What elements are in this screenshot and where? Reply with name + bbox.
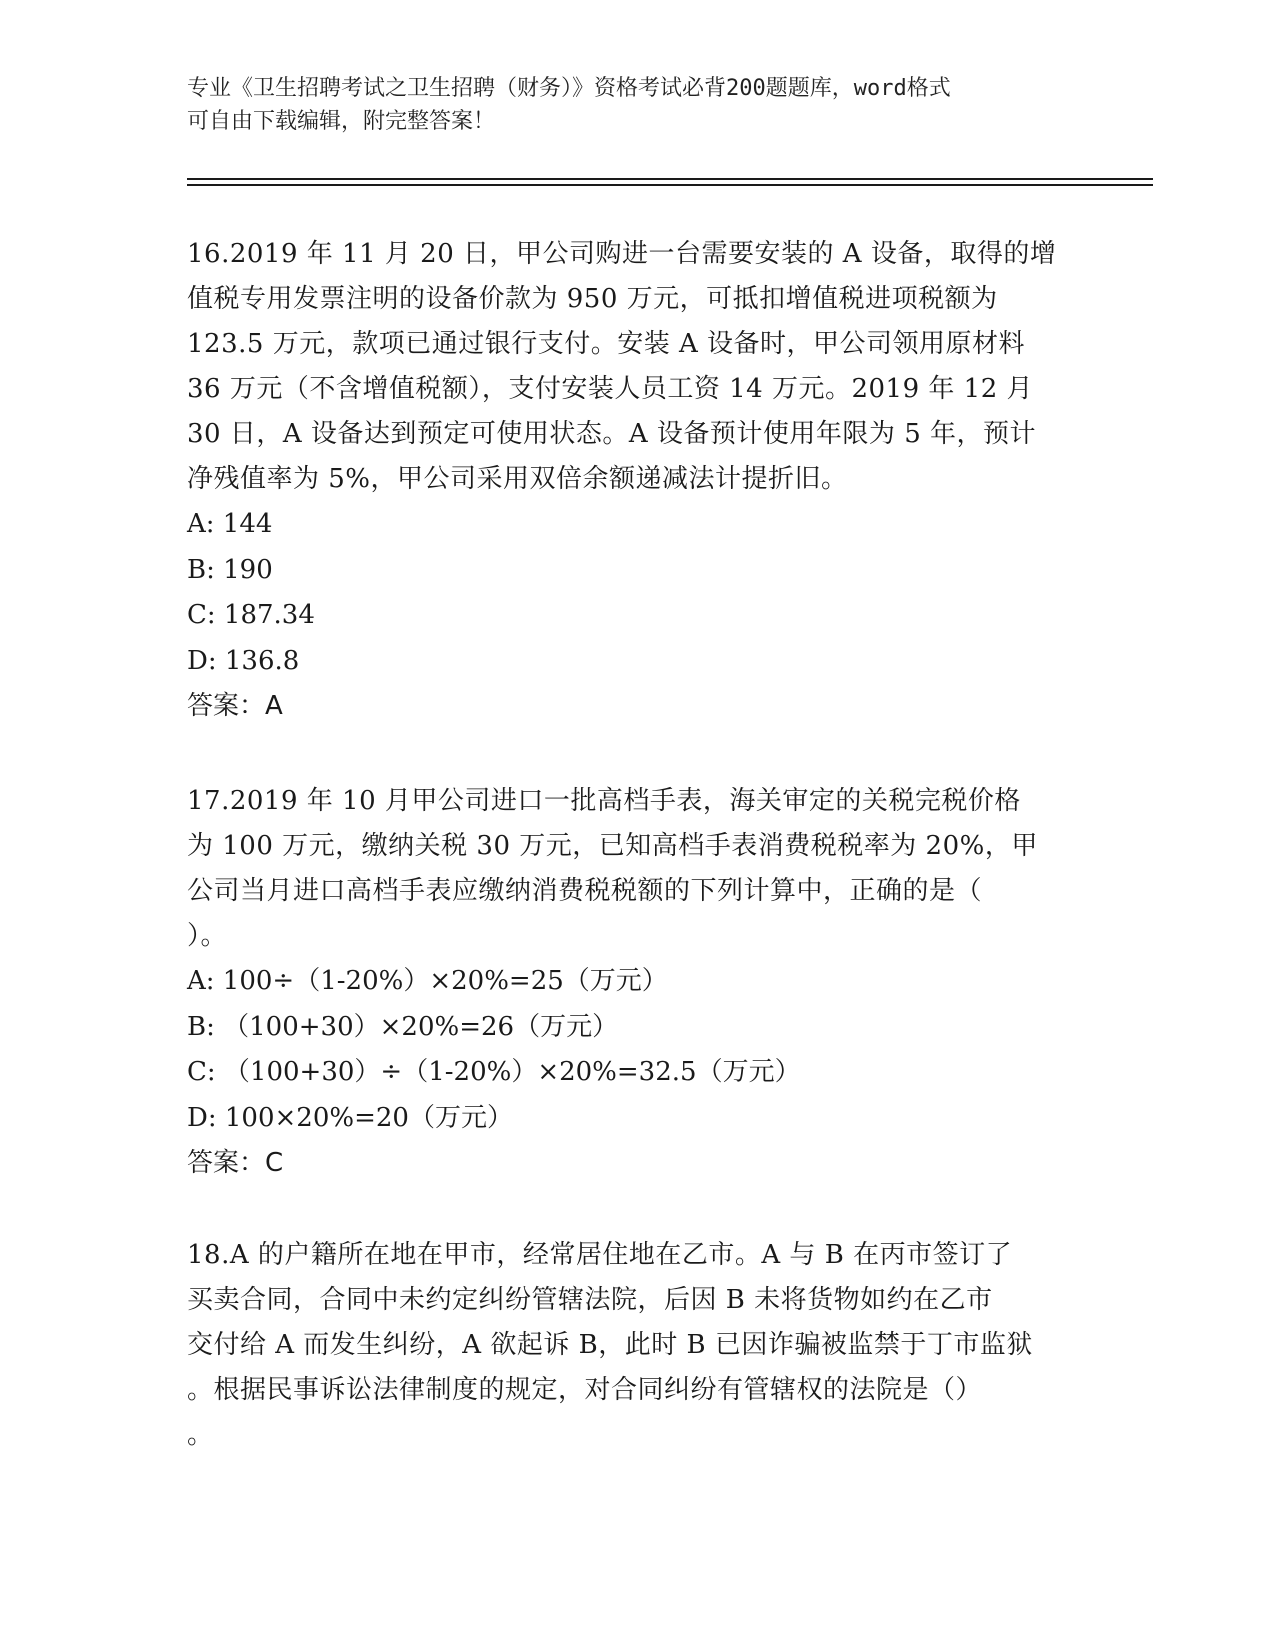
question-stem [187,1233,1087,1458]
question-18 [187,1233,1087,1458]
header-line-1: 专业《卫生招聘考试之卫生招聘（财务）》资格考试必背200题题库，word格式 [187,76,951,101]
stem-line: 18.A 的户籍所在地在甲市，经常居住地在乙市。A 与 B 在丙市签订了 [187,1240,1013,1270]
document-header [187,72,1087,138]
stem-line: 30 日，A 设备达到预定可使用状态。A 设备预计使用年限为 5 年，预计 [187,419,1037,449]
stem-line: 公司当月进口高档手表应缴纳消费税税额的下列计算中，正确的是（ [187,876,983,906]
header-line-2: 可自由下载编辑，附完整答案！ [187,109,496,134]
stem-line: 交付给 A 而发生纠纷，A 欲起诉 B，此时 B 已因诈骗被监禁于丁市监狱 [187,1330,1033,1360]
stem-line: 。 [187,1420,214,1450]
option-c: C: （100+30）÷（1-20%）×20%=32.5（万元） [187,1057,801,1087]
stem-line: ）。 [187,921,228,951]
option-a: A: 144 [187,509,273,539]
option-a: A: 100÷（1-20%）×20%=25（万元） [187,966,668,996]
stem-line: 买卖合同，合同中未约定纠纷管辖法院，后因 B 未将货物如约在乙市 [187,1285,993,1315]
header-divider-top [187,178,1153,180]
stem-line: 123.5 万元，款项已通过银行支付。安装 A 设备时，甲公司领用原材料 [187,329,1026,359]
option-d: D: 136.8 [187,645,300,676]
option-d: D: 100×20%=20（万元） [187,1102,513,1133]
stem-line: 36 万元（不含增值税额），支付安装人员工资 14 万元。2019 年 12 月 [187,374,1034,404]
question-stem [187,232,1087,502]
stem-line: 。根据民事诉讼法律制度的规定，对合同纠纷有管辖权的法院是（） [187,1375,983,1405]
stem-line: 值税专用发票注明的设备价款为 950 万元，可抵扣增值税进项税额为 [187,284,998,314]
option-b: B: （100+30）×20%=26（万元） [187,1011,619,1042]
stem-line: 为 100 万元，缴纳关税 30 万元，已知高档手表消费税税率为 20%，甲 [187,831,1038,861]
option-c: C: 187.34 [187,600,315,630]
header-divider-bottom [187,184,1153,186]
question-16 [187,232,1087,729]
answer-line: 答案：C [187,1148,284,1178]
question-17 [187,779,1087,1186]
answer-line: 答案：A [187,691,283,721]
stem-line: 净残值率为 5%，甲公司采用双倍余额递减法计提折旧。 [187,464,848,494]
stem-line: 17.2019 年 10 月甲公司进口一批高档手表，海关审定的关税完税价格 [187,786,1021,816]
question-stem [187,779,1087,959]
option-b: B: 190 [187,554,273,585]
stem-line: 16.2019 年 11 月 20 日，甲公司购进一台需要安装的 A 设备，取得的增 [187,239,1057,269]
